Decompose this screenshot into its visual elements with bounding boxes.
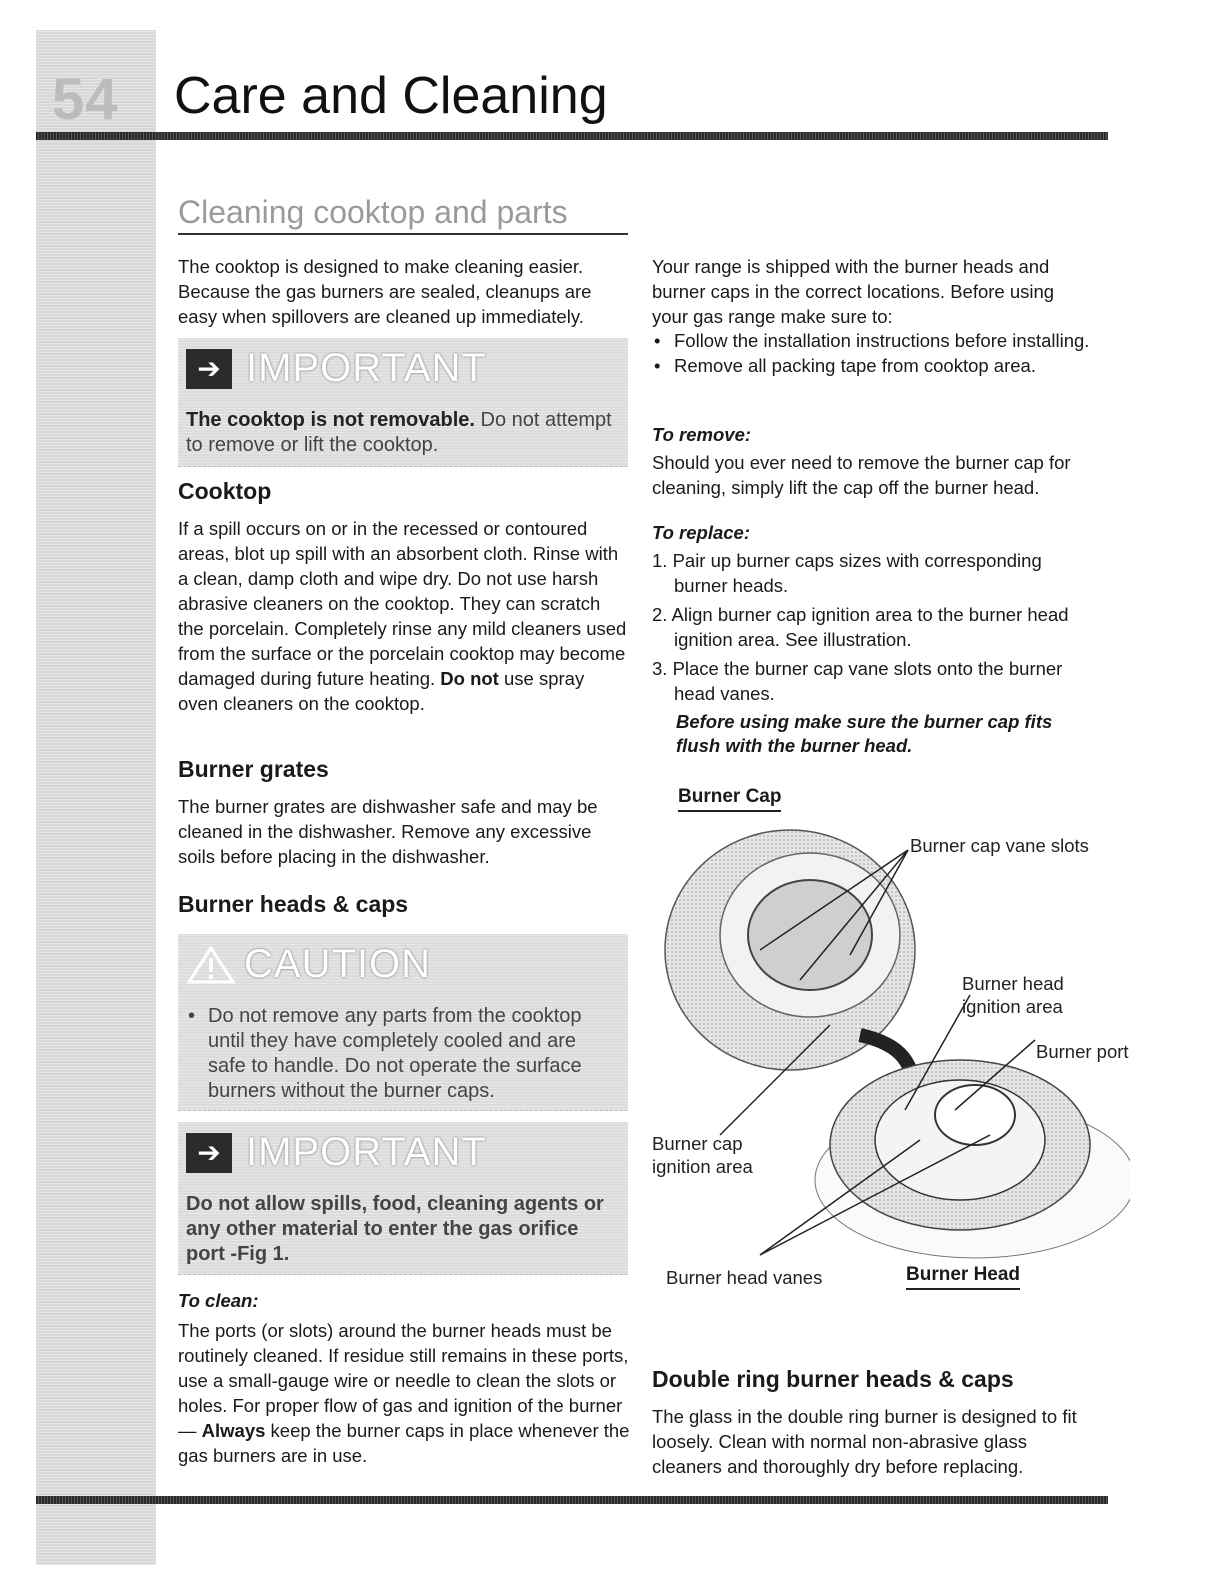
burner-head-port xyxy=(935,1085,1015,1145)
warning-triangle-icon xyxy=(186,945,236,985)
grates-paragraph: The burner grates are dishwasher safe and may be cleaned in the dishwasher. Remove any excessive soils before placing in the dishwasher. xyxy=(178,796,598,867)
footer-rule xyxy=(36,1496,1108,1504)
cooktop-heading: Cooktop xyxy=(178,478,272,504)
important-text-2: Do not allow spills, food, cleaning agents or any other material to enter the gas orifice port -Fig 1. xyxy=(186,1193,604,1265)
burner-cap-center xyxy=(748,880,872,990)
replace-steps-list xyxy=(652,548,1092,710)
important-title: IMPORTANT xyxy=(246,346,487,390)
page-title: Care and Cleaning xyxy=(174,67,608,125)
vane-slots-label: Burner cap vane slots xyxy=(910,835,1089,856)
cap-ignition-label: Burner cap ignition area xyxy=(652,1133,753,1177)
double-ring-heading: Double ring burner heads & caps xyxy=(652,1366,1014,1392)
cooktop-paragraph: If a spill occurs on or in the recessed or contoured areas, blot up spill with an absorbent cloth. Rinse with a clean, damp cloth and wipe dry. Do not use harsh abrasive cleaners on the cooktop. They can scratch the porcelain. Completely rinse any mild cleaners used from the surface or the porcelain cooktop may become damaged during future heating. Do not use spray oven cleaners on the cooktop. xyxy=(178,518,627,714)
caution-box xyxy=(178,934,628,1111)
to-remove-paragraph: Should you ever need to remove the burner cap for cleaning, simply lift the cap off the burner head. xyxy=(652,452,1071,498)
left-margin-strip xyxy=(36,30,156,1565)
caution-header xyxy=(186,942,431,987)
replace-step: 3. Place the burner cap vane slots onto the burner head vanes. xyxy=(652,658,1063,704)
important-arrow-icon: ➔ xyxy=(186,349,232,389)
important-box-2 xyxy=(178,1122,628,1275)
page-number: 54 xyxy=(52,67,119,132)
section-title: Cleaning cooktop and parts xyxy=(178,194,628,235)
to-remove-heading: To remove: xyxy=(652,424,752,445)
replace-step: 1. Pair up burner caps sizes with corresponding burner heads. xyxy=(652,550,1042,596)
important-box-1 xyxy=(178,338,628,467)
important-title-2: IMPORTANT xyxy=(246,1130,487,1174)
to-replace-heading: To replace: xyxy=(652,522,751,543)
head-ignition-label: Burner head ignition area xyxy=(962,973,1064,1017)
important-header-2 xyxy=(186,1130,487,1175)
burner-port-label: Burner port xyxy=(1036,1041,1129,1062)
heads-caps-heading: Burner heads & caps xyxy=(178,891,409,917)
intro-paragraph: The cooktop is designed to make cleaning easier. Because the gas burners are sealed, cleanups are easy when spillovers are cleaned up immediately. xyxy=(178,256,592,327)
double-ring-paragraph: The glass in the double ring burner is designed to fit loosely. Clean with normal non-abrasive glass cleaners and thoroughly dry before replacing. xyxy=(652,1406,1077,1477)
head-vanes-label: Burner head vanes xyxy=(666,1267,823,1288)
important-text: The cooktop is not removable. Do not attempt to remove or lift the cooktop. xyxy=(186,409,612,456)
replace-step: 2. Align burner cap ignition area to the burner head ignition area. See illustration. xyxy=(652,604,1069,650)
caution-list xyxy=(186,1004,618,1104)
prep-bullet-list xyxy=(652,328,1092,378)
caution-item: • Do not remove any parts from the cooktop until they have completely cooled and are safe to handle. Do not operate the surface burners without the burner caps. xyxy=(186,1004,618,1104)
important-arrow-icon-2: ➔ xyxy=(186,1133,232,1173)
prep-bullet-item: • Remove all packing tape from cooktop area. xyxy=(652,353,1092,378)
to-clean-heading: To clean: xyxy=(178,1290,259,1311)
grates-heading: Burner grates xyxy=(178,756,329,782)
header-rule xyxy=(36,132,1108,140)
important-header xyxy=(186,346,487,391)
right-intro-paragraph: Your range is shipped with the burner heads and burner caps in the correct locations. Before using your gas range make sure to: xyxy=(652,256,1055,327)
replace-note: Before using make sure the burner cap fits flush with the burner head. xyxy=(676,711,1053,756)
burner-head-caption: Burner Head xyxy=(906,1264,1020,1290)
to-clean-paragraph: The ports (or slots) around the burner heads must be routinely cleaned. If residue still remains in these ports, use a small-gauge wire or needle to clean the slots or holes. For proper flow of gas and ignition of the burner— Always keep the burner caps in place whenever the gas burners are in use. xyxy=(178,1320,630,1466)
caution-title: CAUTION xyxy=(244,942,431,986)
prep-bullet-item: • Follow the installation instructions before installing. xyxy=(652,328,1092,353)
burner-cap-caption: Burner Cap xyxy=(678,786,781,812)
